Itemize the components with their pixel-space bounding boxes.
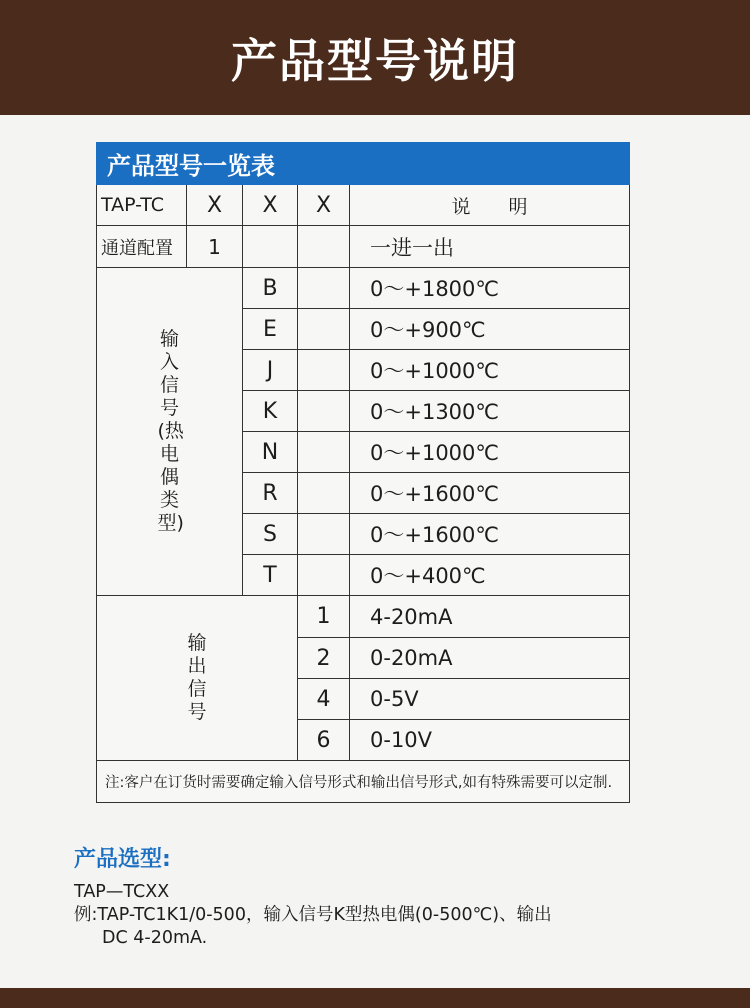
input-row bbox=[97, 268, 630, 309]
empty-cell bbox=[298, 555, 350, 596]
empty-cell bbox=[298, 432, 350, 473]
output-range: 4-20mA bbox=[350, 596, 630, 638]
footer-bar bbox=[0, 988, 750, 1008]
table-title: 产品型号一览表 bbox=[97, 143, 630, 185]
output-code: 1 bbox=[298, 596, 350, 638]
page-header bbox=[0, 0, 750, 115]
empty-cell bbox=[298, 226, 350, 268]
output-code: 6 bbox=[298, 720, 350, 761]
empty-cell bbox=[298, 391, 350, 432]
output-code: 4 bbox=[298, 679, 350, 720]
table-note: 注:客户在订货时需要确定输入信号形式和输出信号形式,如有特殊需要可以定制. bbox=[97, 761, 630, 803]
selection-example-cont: DC 4-20mA. bbox=[102, 928, 208, 948]
table-header-row bbox=[97, 185, 630, 226]
output-code: 2 bbox=[298, 638, 350, 679]
input-code: T bbox=[243, 555, 298, 596]
input-code: E bbox=[243, 309, 298, 350]
code-col-2-header: X bbox=[243, 185, 298, 226]
input-range: 0～+1600℃ bbox=[350, 514, 630, 555]
product-selection bbox=[74, 842, 552, 950]
input-range: 0～+900℃ bbox=[350, 309, 630, 350]
input-code: N bbox=[243, 432, 298, 473]
input-range: 0～+1600℃ bbox=[350, 473, 630, 514]
input-range: 0～+1300℃ bbox=[350, 391, 630, 432]
description-header: 说 明 bbox=[350, 185, 630, 226]
input-code: S bbox=[243, 514, 298, 555]
code-col-3-header: X bbox=[298, 185, 350, 226]
selection-example: 例:TAP-TC1K1/0-500，输入信号K型热电偶(0-500℃)、输出 bbox=[74, 905, 552, 925]
note-row bbox=[97, 761, 630, 803]
model-table bbox=[96, 142, 630, 803]
empty-cell bbox=[298, 350, 350, 391]
input-range: 0～+400℃ bbox=[350, 555, 630, 596]
code-col-1-header: X bbox=[187, 185, 243, 226]
selection-title: 产品选型: bbox=[74, 847, 171, 872]
input-code: K bbox=[243, 391, 298, 432]
empty-cell bbox=[298, 268, 350, 309]
input-code: J bbox=[243, 350, 298, 391]
empty-cell bbox=[298, 473, 350, 514]
input-range: 0～+1000℃ bbox=[350, 350, 630, 391]
channel-row bbox=[97, 226, 630, 268]
table-title-row bbox=[97, 143, 630, 185]
empty-cell bbox=[298, 309, 350, 350]
output-row bbox=[97, 596, 630, 638]
page-title: 产品型号说明 bbox=[231, 33, 519, 88]
input-range: 0～+1000℃ bbox=[350, 432, 630, 473]
channel-code: 1 bbox=[187, 226, 243, 268]
input-signal-label: 输入信号(热电偶类型) bbox=[157, 328, 184, 534]
output-range: 0-20mA bbox=[350, 638, 630, 679]
output-range: 0-5V bbox=[350, 679, 630, 720]
input-range: 0～+1800℃ bbox=[350, 268, 630, 309]
model-prefix-cell: TAP-TC bbox=[97, 185, 187, 226]
output-signal-label-cell bbox=[97, 596, 298, 761]
selection-model-format: TAP—TCXX bbox=[74, 882, 170, 902]
output-range: 0-10V bbox=[350, 720, 630, 761]
input-signal-label-cell bbox=[97, 268, 243, 596]
input-code: R bbox=[243, 473, 298, 514]
output-signal-label: 输出信号 bbox=[187, 632, 207, 723]
input-code: B bbox=[243, 268, 298, 309]
channel-desc: 一进一出 bbox=[350, 226, 630, 268]
channel-label: 通道配置 bbox=[97, 226, 187, 268]
empty-cell bbox=[243, 226, 298, 268]
empty-cell bbox=[298, 514, 350, 555]
